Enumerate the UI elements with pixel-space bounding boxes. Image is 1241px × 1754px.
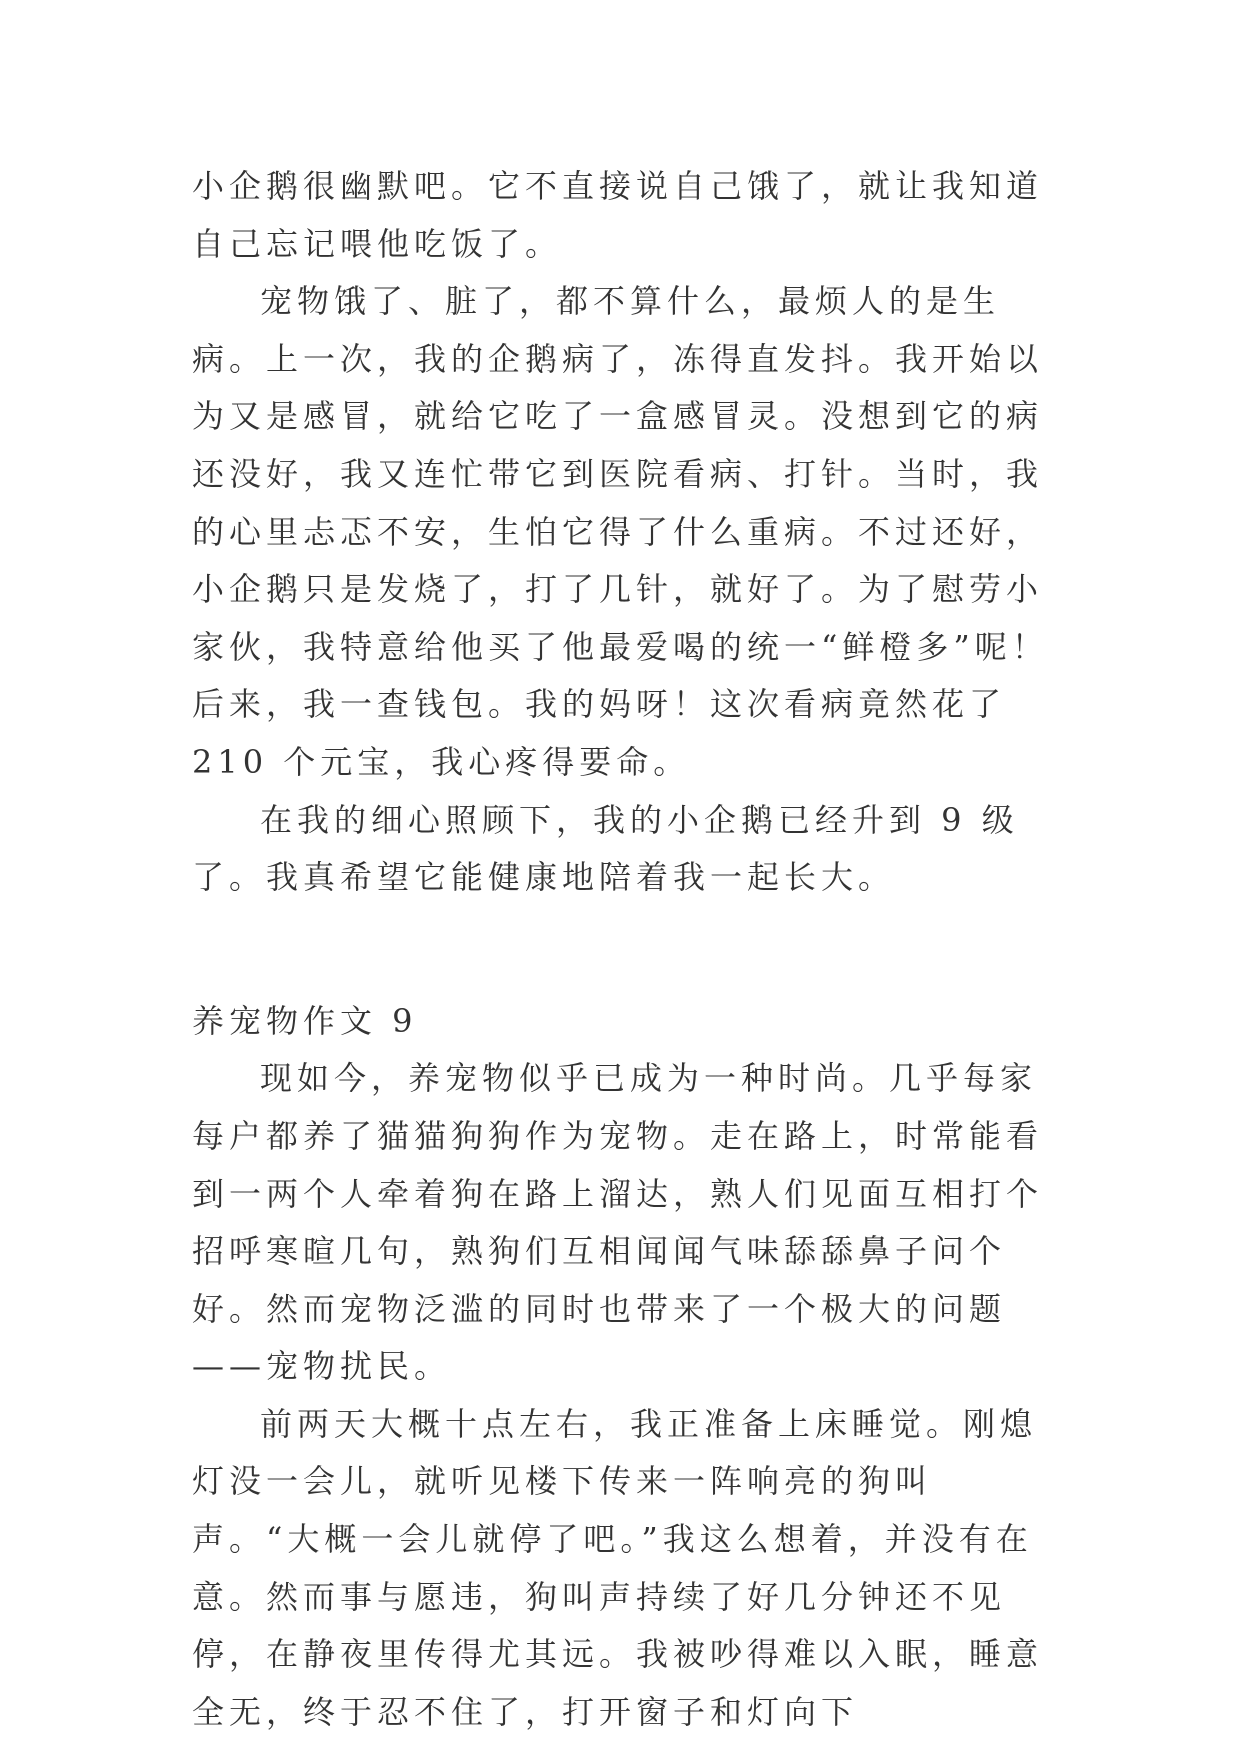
paragraph-pet-illness: 宠物饿了、脏了，都不算什么，最烦人的是生病。上一次，我的企鹅病了，冻得直发抖。我开始以为又是感冒，就给它吃了一盒感冒灵。没想到它的病还没好，我又连忙带它到医院看病、打针。当时，我的心里忐忑不安，生怕它得了什么重病。不过还好，小企鹅只是发烧了，打了几针，就好了。为了慰劳小家伙，我特意给他买了他最爱喝的统一“鲜橙多”呢！后来，我一查钱包。我的妈呀！这次看病竟然花了 210 个元宝，我心疼得要命。	[192, 282, 1049, 781]
section-gap	[192, 907, 1062, 993]
paragraph-continuation: 小企鹅很幽默吧。它不直接说自己饿了，就让我知道自己忘记喂他吃饭了。	[192, 167, 1044, 263]
document-body	[192, 158, 1062, 1741]
paragraph-pet-trend: 现如今，养宠物似乎已成为一种时尚。几乎每家每户都养了猫猫狗狗作为宠物。走在路上，时常能看到一两个人牵着狗在路上溜达，熟人们见面互相打个招呼寒暄几句，熟狗们互相闻闻气味舔舔鼻子问个好。然而宠物泛滥的同时也带来了一个极大的问题——宠物扰民。	[192, 1059, 1044, 1386]
paragraph-penguin-level: 在我的细心照顾下，我的小企鹅已经升到 9 级了。我真希望它能健康地陪着我一起长大。	[192, 800, 1019, 897]
paragraph-dog-barking: 前两天大概十点左右，我正准备上床睡觉。刚熄灯没一会儿，就听见楼下传来一阵响亮的狗叫声。“大概一会儿就停了吧。”我这么想着，并没有在意。然而事与愿违，狗叫声持续了好几分钟还不见停，在静夜里传得尤其远。我被吵得难以入眠，睡意全无，终于忍不住了，打开窗子和灯向下	[192, 1404, 1044, 1731]
section-heading: 养宠物作文 9	[192, 1001, 418, 1040]
